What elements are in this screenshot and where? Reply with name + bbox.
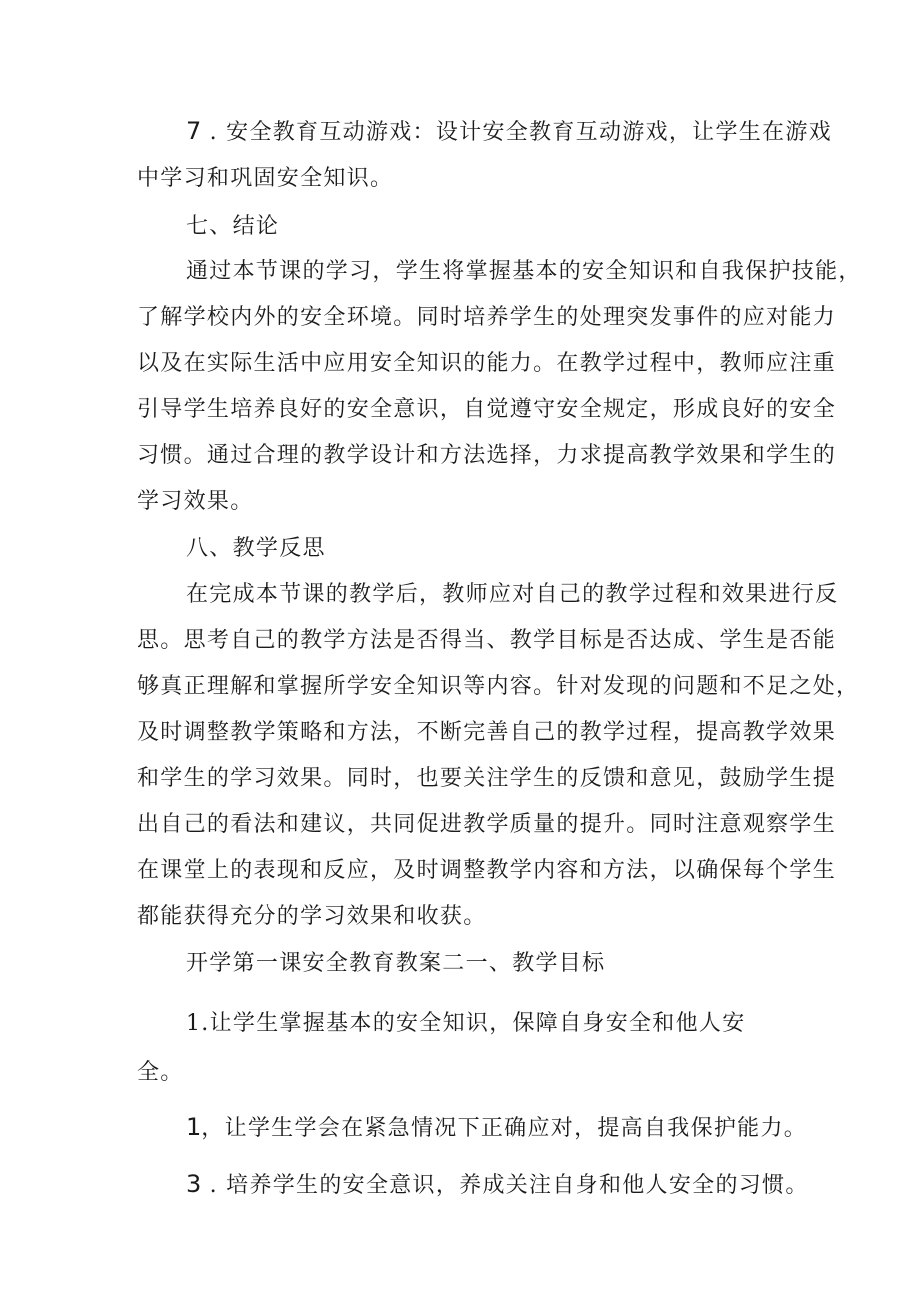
- paragraph-line: 出自己的看法和建议，共同促进教学质量的提升。同时注意观察学生: [137, 812, 837, 837]
- item-number: 7: [186, 117, 202, 145]
- goal-3-text: . 培养学生的安全意识，养成关注自身和他人安全的习惯。: [201, 1173, 809, 1198]
- goal-1-line-2: 全。: [137, 1060, 184, 1085]
- paragraph-line: 及时调整教学策略和方法，不断完善自己的教学过程，提高教学效果: [137, 720, 837, 745]
- section-heading-conclusion: 七、结论: [186, 214, 280, 239]
- goal-3-number: 3: [186, 1170, 202, 1198]
- paragraph-line: 通过本节课的学习，学生将掌握基本的安全知识和自我保护技能，: [186, 259, 862, 284]
- paragraph-line: 够真正理解和掌握所学安全知识等内容。针对发现的问题和不足之处，: [137, 674, 860, 699]
- paragraph-line: 都能获得充分的学习效果和收获。: [137, 904, 487, 929]
- item-7-line-1: [186, 115, 832, 149]
- paragraph-line: 和学生的学习效果。同时，也要关注学生的反馈和意见，鼓励学生提: [137, 766, 837, 791]
- paragraph-line: 以及在实际生活中应用安全知识的能力。在教学过程中，教师应注重: [137, 351, 837, 376]
- goal-2: [186, 1111, 807, 1145]
- lesson-plan-2-heading: 开学第一课安全教育教案二一、教学目标: [186, 951, 606, 976]
- paragraph-line: 思。思考自己的教学方法是否得当、教学目标是否达成、学生是否能: [137, 628, 837, 653]
- paragraph-line: 在课堂上的表现和反应，及时调整教学内容和方法，以确保每个学生: [137, 858, 837, 883]
- section-heading-reflection: 八、教学反思: [186, 536, 326, 561]
- paragraph-line: 习惯。通过合理的教学设计和方法选择，力求提高教学效果和学生的: [137, 443, 837, 468]
- item-7-line-2: 中学习和巩固安全知识。: [137, 166, 394, 191]
- goal-3: [186, 1168, 809, 1202]
- paragraph-line: 学习效果。: [137, 489, 254, 514]
- goal-2-number: 1: [186, 1113, 202, 1141]
- paragraph-line: 了解学校内外的安全环境。同时培养学生的处理突发事件的应对能力: [137, 305, 837, 330]
- goal-1-line-1: 1.让学生掌握基本的安全知识，保障自身安全和他人安: [186, 1011, 746, 1036]
- goal-2-text: ，让学生学会在紧急情况下正确应对，提高自我保护能力。: [201, 1116, 808, 1141]
- paragraph-line: 在完成本节课的教学后，教师应对自己的教学过程和效果进行反: [186, 582, 839, 607]
- item-text: . 安全教育互动游戏：设计安全教育互动游戏，让学生在游戏: [201, 120, 832, 145]
- paragraph-line: 引导学生培养良好的安全意识，自觉遵守安全规定，形成良好的安全: [137, 397, 837, 422]
